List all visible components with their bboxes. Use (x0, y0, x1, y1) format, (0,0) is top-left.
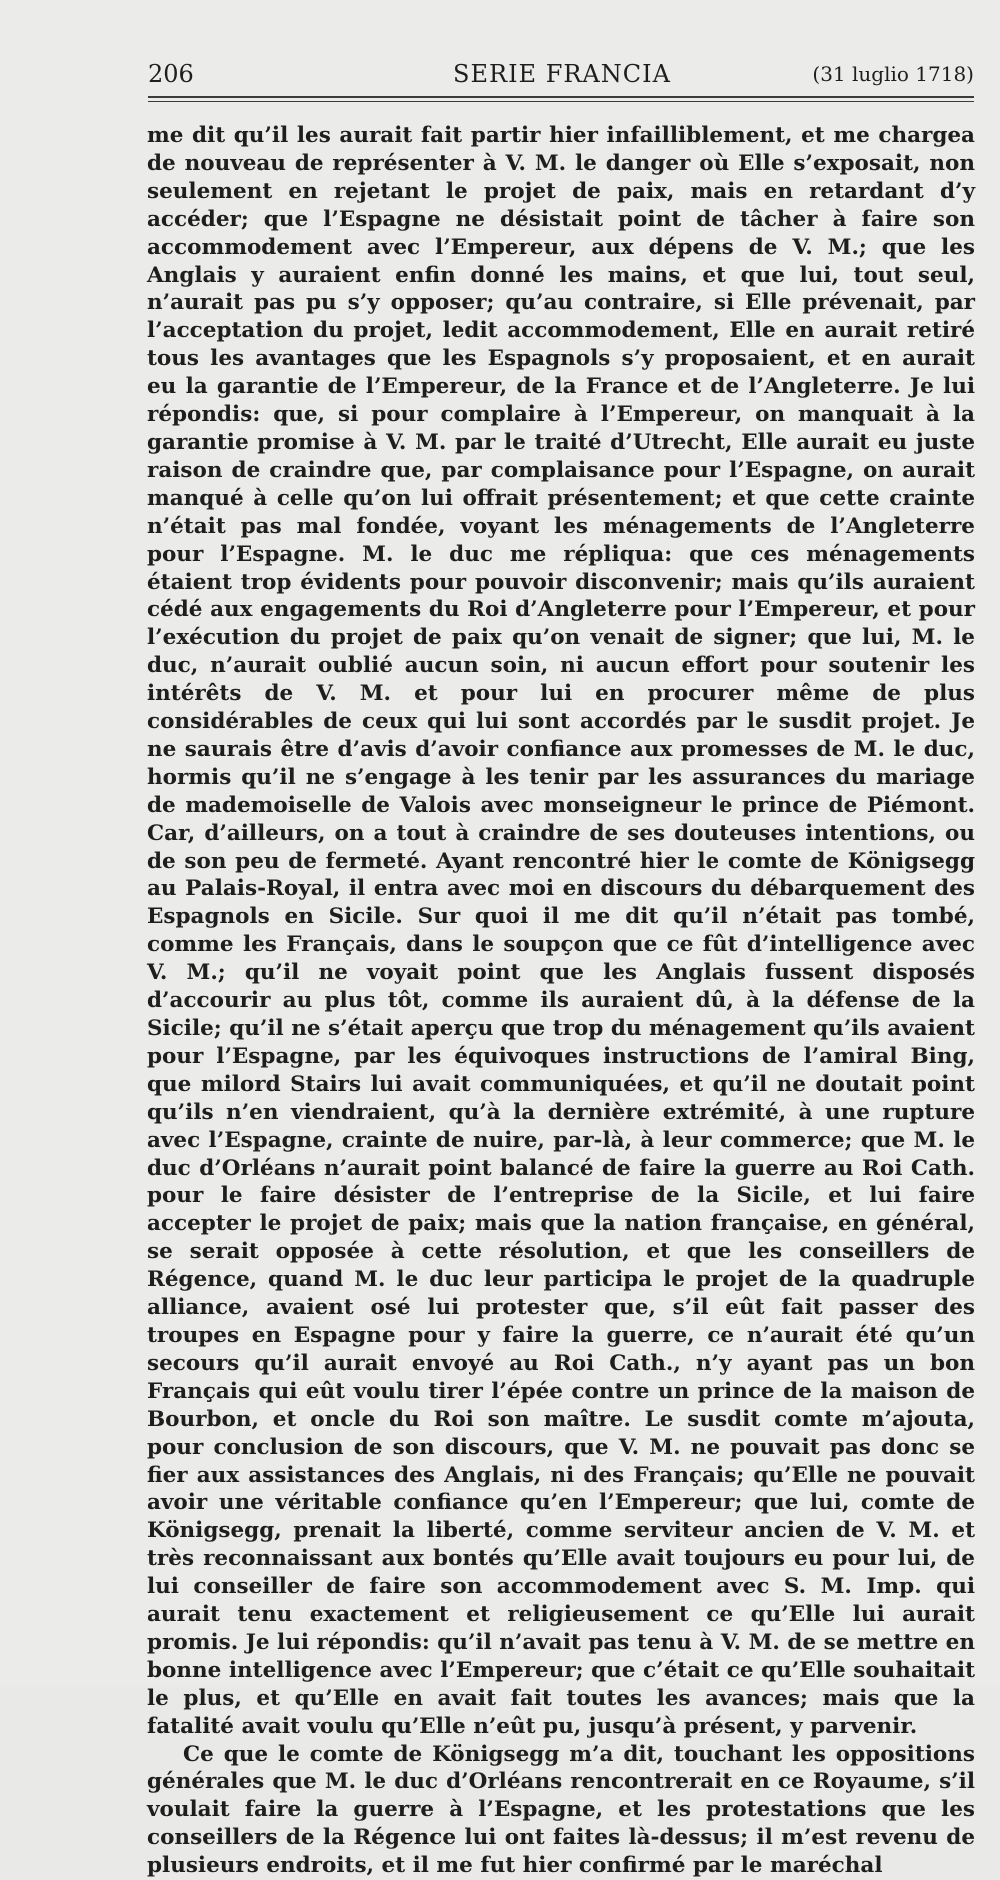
page-number: 206 (148, 60, 194, 88)
body-text (147, 122, 975, 1880)
paragraph-2: Ce que le comte de Königsegg m’a dit, touchant les oppositions générales que M. le duc d’Orléans rencontrerait en ce Royaume, s’il voulait faire la guerre à l’Espagne, et les protestations que les conseillers de la Régence lui ont faites là-dessus; il m’est revenu de plusieurs endroits, et il me fut hier confirmé par le maréchal (147, 1741, 975, 1879)
page-header (148, 54, 976, 94)
series-title: SERIE FRANCIA (453, 60, 671, 88)
header-rule-secondary (148, 101, 974, 102)
header-date: (31 luglio 1718) (812, 62, 974, 86)
header-rule (148, 96, 974, 98)
paragraph-1: me dit qu’il les aurait fait partir hier infailliblement, et me chargea de nouveau de représenter à V. M. le danger où Elle s’exposait, non seulement en rejetant le projet de paix, mais en retardant d’y accéder; que l’Espagne ne désistait point de tâcher à faire son accommodement avec l’Empereur, aux dépens de V. M.; que les Anglais y auraient enfin donné les mains, et que lui, tout seul, n’aurait pas pu s’y opposer; qu’au contraire, si Elle prévenait, par l’acceptation du projet, ledit accommodement, Elle en aurait retiré tous les avantages que les Espagnols s’y proposaient, et en aurait eu la garantie de l’Empereur, de la France et de l’Angleterre. Je lui répondis: que, si pour complaire à l’Empereur, on manquait à la garantie promise à V. M. par le traité d’Utrecht, Elle aurait eu juste raison de craindre que, par complaisance pour l’Espagne, on aurait manqué à celle qu’on lui offrait présentement; et que cette crainte n’était pas mal fondée, voyant les ménagements de l’Angleterre pour l’Espagne. M. le duc me répliqua: que ces ménagements étaient trop évidents pour pouvoir disconvenir; mais qu’ils auraient cédé aux engagements du Roi d’Angleterre pour l’Empereur, et pour l’exécution du projet de paix qu’on venait de signer; que lui, M. le duc, n’aurait oublié aucun soin, ni aucun effort pour soutenir les intérêts de V. M. et pour lui en procurer même de plus considérables de ceux qui lui sont accordés par le susdit projet. Je ne saurais être d’avis d’avoir confiance aux promesses de M. le duc, hormis qu’il ne s’engage à les tenir par les assurances du mariage de mademoiselle de Valois avec monseigneur le prince de Piémont. Car, d’ailleurs, on a tout à craindre de ses douteuses intentions, ou de son peu de fermeté. Ayant rencontré hier le comte de Königsegg au Palais-Royal, il entra avec moi en discours du débarquement des Espagnols en Sicile. Sur quoi il me dit qu’il n’était pas tombé, comme les Français, dans le soupçon que ce fût d’intelligence avec V. M.; qu’il ne voyait point que les Anglais fussent disposés d’accourir au plus tôt, comme ils auraient dû, à la défense de la Sicile; qu’il ne s’était aperçu que trop du ménagement qu’ils avaient pour l’Espagne, par les équivoques instructions de l’amiral Bing, que milord Stairs lui avait communiquées, et qu’il ne doutait point qu’ils n’en viendraient, qu’à la dernière extrémité, à une rupture avec l’Espagne, crainte de nuire, par-là, à leur commerce; que M. le duc d’Orléans n’aurait point balancé de faire la guerre au Roi Cath. pour le faire désister de l’entreprise de la Sicile, et lui faire accepter le projet de paix; mais que la nation française, en général, se serait opposée à cette résolution, et que les conseillers de Régence, quand M. le duc leur participa le projet de la quadruple alliance, avaient osé lui protester que, s’il eût fait passer des troupes en Espagne pour y faire la guerre, ce n’aurait été qu’un secours qu’il aurait envoyé au Roi Cath., n’y ayant pas un bon Français qui eût voulu tirer l’épée contre un prince de la maison de Bourbon, et oncle du Roi son maître. Le susdit comte m’ajouta, pour conclusion de son discours, que V. M. ne pouvait pas donc se fier aux assistances des Anglais, ni des Français; qu’Elle ne pouvait avoir une véritable confiance qu’en l’Empereur; que lui, comte de Königsegg, prenait la liberté, comme serviteur ancien de V. M. et très reconnaissant aux bontés qu’Elle avait toujours eu pour lui, de lui conseiller de faire son accommodement avec S. M. Imp. qui aurait tenu exactement et religieusement ce qu’Elle lui aurait promis. Je lui répondis: qu’il n’avait pas tenu à V. M. de se mettre en bonne intelligence avec l’Empereur; que c’était ce qu’Elle souhaitait le plus, et qu’Elle en avait fait toutes les avances; mais que la fatalité avait voulu qu’Elle n’eût pu, jusqu’à présent, y parvenir. (147, 123, 975, 1739)
